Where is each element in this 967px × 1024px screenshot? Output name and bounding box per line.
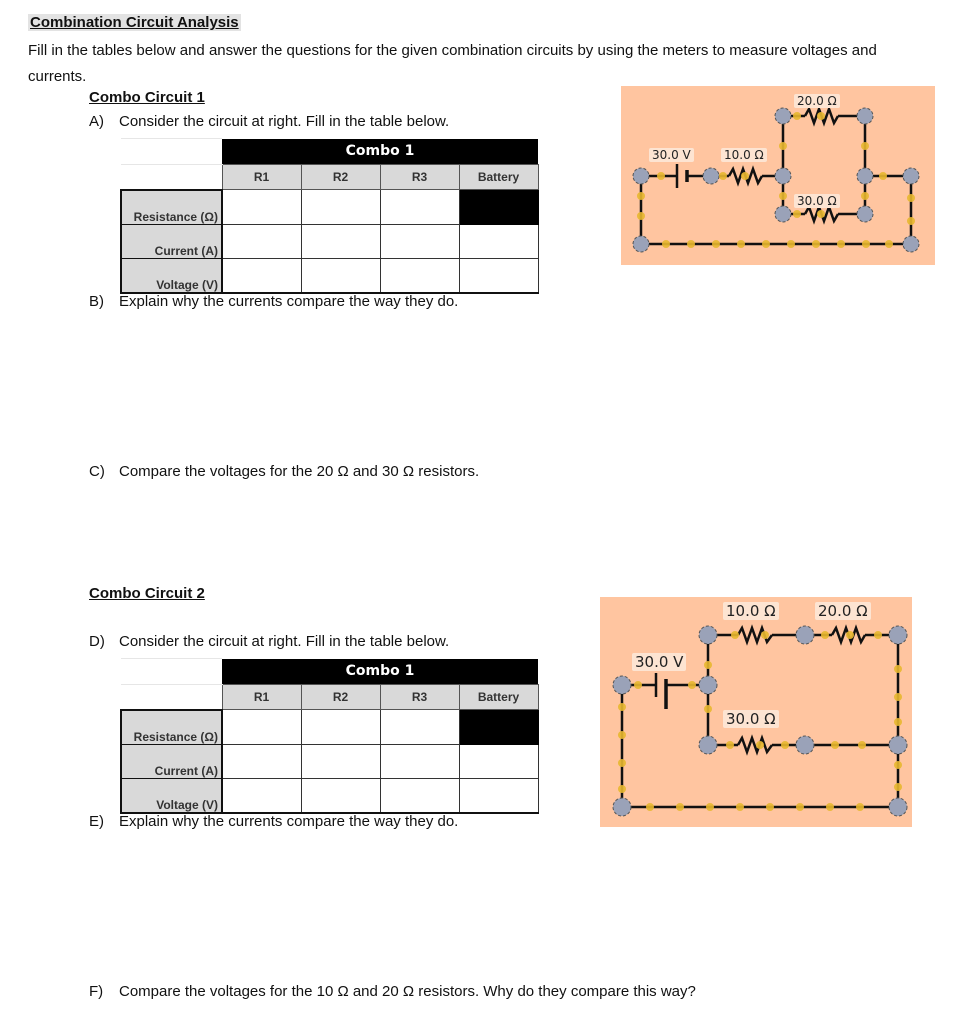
question-text: Consider the circuit at right. Fill in the table below. [119,113,450,130]
resistor-label-10: 10.0 Ω [721,148,767,162]
col-header-battery: Battery [459,164,538,190]
table-corner [121,659,222,685]
cell-battery-resistance-blocked [459,190,538,225]
cell-r3-current[interactable] [380,224,459,258]
question-text: Explain why the currents compare the way they do. [119,813,459,830]
resistor-label-20: 20.0 Ω [794,94,840,108]
question-letter: B) [89,293,104,310]
col-header-r2: R2 [301,684,380,710]
cell-battery-resistance-blocked [459,710,538,745]
table-row [121,710,538,745]
col-header-r2: R2 [301,164,380,190]
cell-battery-current[interactable] [459,224,538,258]
question-text: Compare the voltages for the 20 Ω and 30 Ω resistors. [119,463,480,480]
question-letter: F) [89,983,104,1000]
resistor-label-30: 30.0 Ω [723,710,779,728]
question-letter: A) [89,113,104,130]
resistor-label-30: 30.0 Ω [794,194,840,208]
question-d [89,633,449,650]
question-f [89,983,696,1000]
row-label-resistance: Resistance (Ω) [121,190,222,225]
question-text: Compare the voltages for the 10 Ω and 20 Ω resistors. Why do they compare this way? [119,983,696,1000]
resistor-label-10: 10.0 Ω [723,602,779,620]
row-label-voltage: Voltage (V) [121,258,222,293]
cell-r1-voltage[interactable] [222,258,301,293]
cell-r1-resistance[interactable] [222,190,301,225]
question-letter: E) [89,813,104,830]
battery-label: 30.0 V [632,653,686,671]
table-corner [121,139,222,165]
combo1-table [120,138,539,294]
cell-battery-voltage[interactable] [459,258,538,293]
cell-r3-current[interactable] [380,744,459,778]
row-label-current: Current (A) [121,744,222,778]
document-title: Combination Circuit Analysis [30,14,239,31]
table-row [121,778,538,813]
table-row [121,744,538,778]
circuit1-diagram [621,86,935,265]
table-title: Combo 1 [222,659,538,685]
table-row [121,224,538,258]
col-header-battery: Battery [459,684,538,710]
cell-r2-resistance[interactable] [301,190,380,225]
question-text: Consider the circuit at right. Fill in the table below. [119,633,450,650]
row-label-resistance: Resistance (Ω) [121,710,222,745]
cell-r2-voltage[interactable] [301,778,380,813]
question-letter: C) [89,463,105,480]
battery-label: 30.0 V [649,148,694,162]
table-corner [121,164,222,190]
cell-r3-voltage[interactable] [380,258,459,293]
row-label-current: Current (A) [121,224,222,258]
circuit2-heading: Combo Circuit 2 [89,585,205,602]
cell-battery-current[interactable] [459,744,538,778]
cell-battery-voltage[interactable] [459,778,538,813]
cell-r1-voltage[interactable] [222,778,301,813]
cell-r2-voltage[interactable] [301,258,380,293]
question-text: Explain why the currents compare the way they do. [119,293,459,310]
col-header-r3: R3 [380,164,459,190]
table-corner [121,684,222,710]
question-letter: D) [89,633,105,650]
cell-r1-current[interactable] [222,224,301,258]
combo2-table [120,658,539,814]
col-header-r3: R3 [380,684,459,710]
cell-r1-resistance[interactable] [222,710,301,745]
cell-r2-current[interactable] [301,744,380,778]
circuit1-heading: Combo Circuit 1 [89,89,205,106]
question-a [89,113,449,130]
resistor-label-20: 20.0 Ω [815,602,871,620]
col-header-r1: R1 [222,164,301,190]
cell-r2-resistance[interactable] [301,710,380,745]
document-intro: Fill in the tables below and answer the questions for the given combination circuits by using the meters to measure voltages and currents. [28,42,877,85]
table-row [121,190,538,225]
question-b [89,293,458,310]
table-row [121,258,538,293]
cell-r3-resistance[interactable] [380,710,459,745]
question-c [89,463,479,480]
circuit2-diagram [600,597,912,827]
cell-r3-voltage[interactable] [380,778,459,813]
row-label-voltage: Voltage (V) [121,778,222,813]
question-e [89,813,458,830]
table-title: Combo 1 [222,139,538,165]
circuit1-schematic [621,86,935,265]
cell-r3-resistance[interactable] [380,190,459,225]
cell-r2-current[interactable] [301,224,380,258]
col-header-r1: R1 [222,684,301,710]
cell-r1-current[interactable] [222,744,301,778]
